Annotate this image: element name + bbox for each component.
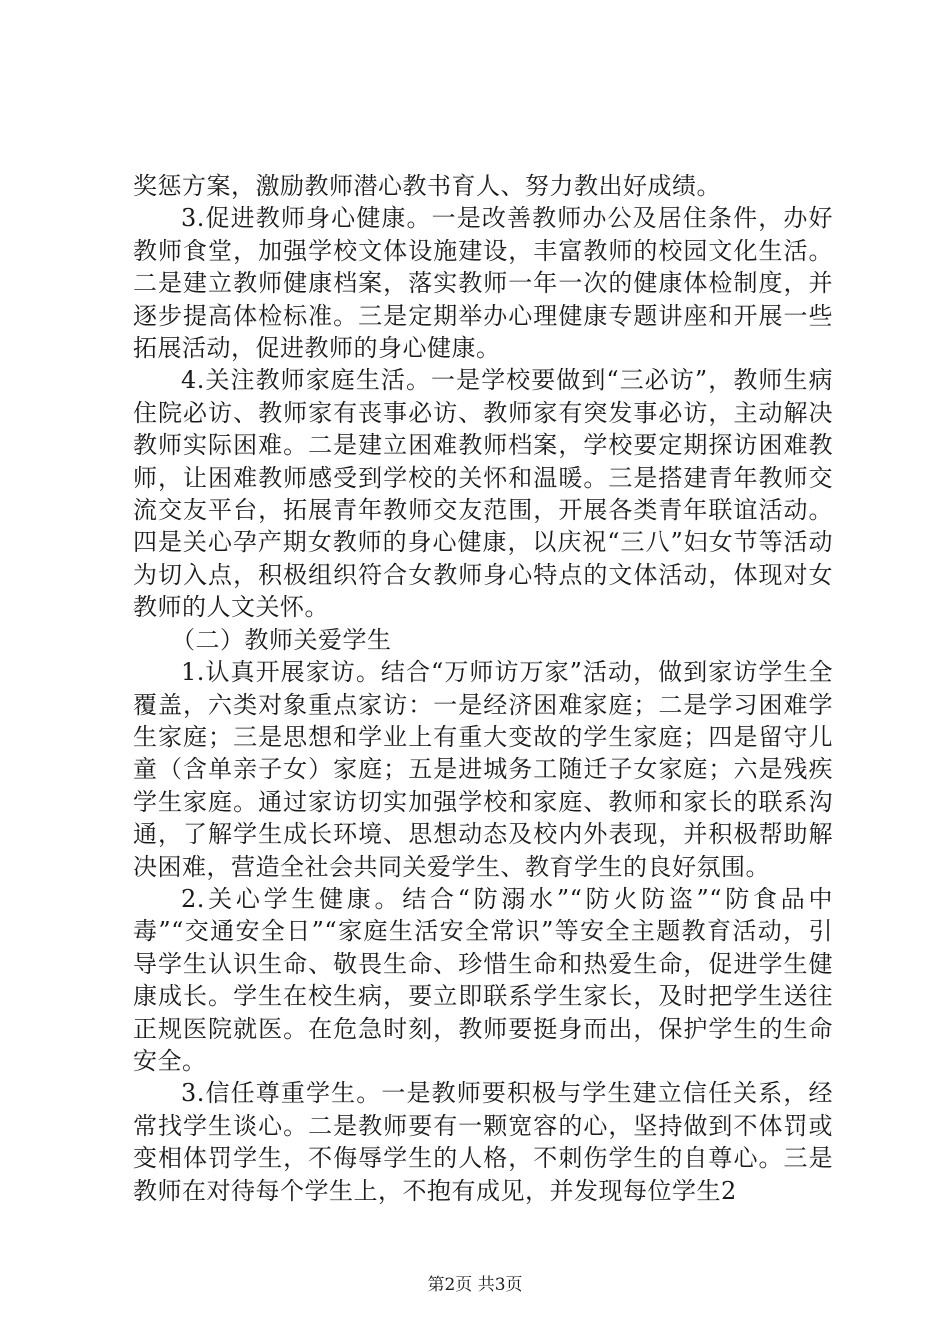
page-footer: 第2页 共3页 [427, 1275, 523, 1295]
document-body [133, 170, 833, 1207]
paragraph-respect-students: 3.信任尊重学生。一是教师要积极与学生建立信任关系，经常找学生谈心。二是教师要有一颗宽容的心，坚持做到不体罚或变相体罚学生，不侮辱学生的人格，不刺伤学生的自尊心。三是教师在对待每个学生上，不抱有成见，并发现每位学生2 [133, 1079, 833, 1205]
paragraph-teacher-health: 3.促进教师身心健康。一是改善教师办公及居住条件，办好教师食堂，加强学校文体设施建设，丰富教师的校园文化生活。二是建立教师健康档案，落实教师一年一次的健康体检制度，并逐步提高体检标准。三是定期举办心理健康专题讲座和开展一些拓展活动，促进教师的身心健康。 [133, 204, 833, 363]
paragraph-continuation: 奖惩方案，激励教师潜心教书育人、努力教出好成绩。 [133, 172, 721, 200]
paragraph-home-visits: 1.认真开展家访。结合“万师访万家”活动，做到家访学生全覆盖，六类对象重点家访：一是经济困难家庭；二是学习困难学生家庭；三是思想和学业上有重大变故的学生家庭；四是留守儿童（含单亲子女）家庭；五是进城务工随迁子女家庭；六是残疾学生家庭。通过家访切实加强学校和家庭、教师和家长的联系沟通，了解学生成长环境、思想动态及校内外表现，并积极帮助解决困难，营造全社会共同关爱学生、教育学生的良好氛围。 [133, 658, 833, 881]
section-heading: （二）教师关爱学生 [171, 625, 392, 654]
paragraph-student-health: 2.关心学生健康。结合“防溺水”“防火防盗”“防食品中毒”“交通安全日”“家庭生活安全常识”等安全主题教育活动，引导学生认识生命、敬畏生命、珍惜生命和热爱生命，促进学生健康成长。学生在校生病，要立即联系学生家长，及时把学生送往正规医院就医。在危急时刻，教师要挺身而出，保护学生的生命安全。 [133, 884, 833, 1075]
paragraph-teacher-family: 4.关注教师家庭生活。一是学校要做到“三必访”，教师生病住院必访、教师家有丧事必访、教师家有突发事必访，主动解决教师实际困难。二是建立困难教师档案，学校要定期探访困难教师，让困难教师感受到学校的关怀和温暖。三是搭建青年教师交流交友平台，拓展青年教师交友范围，开展各类青年联谊活动。四是关心孕产期女教师的身心健康，以庆祝“三八”妇女节等活动为切入点，积极组织符合女教师身心特点的文体活动，体现对女教师的人文关怀。 [133, 366, 833, 622]
